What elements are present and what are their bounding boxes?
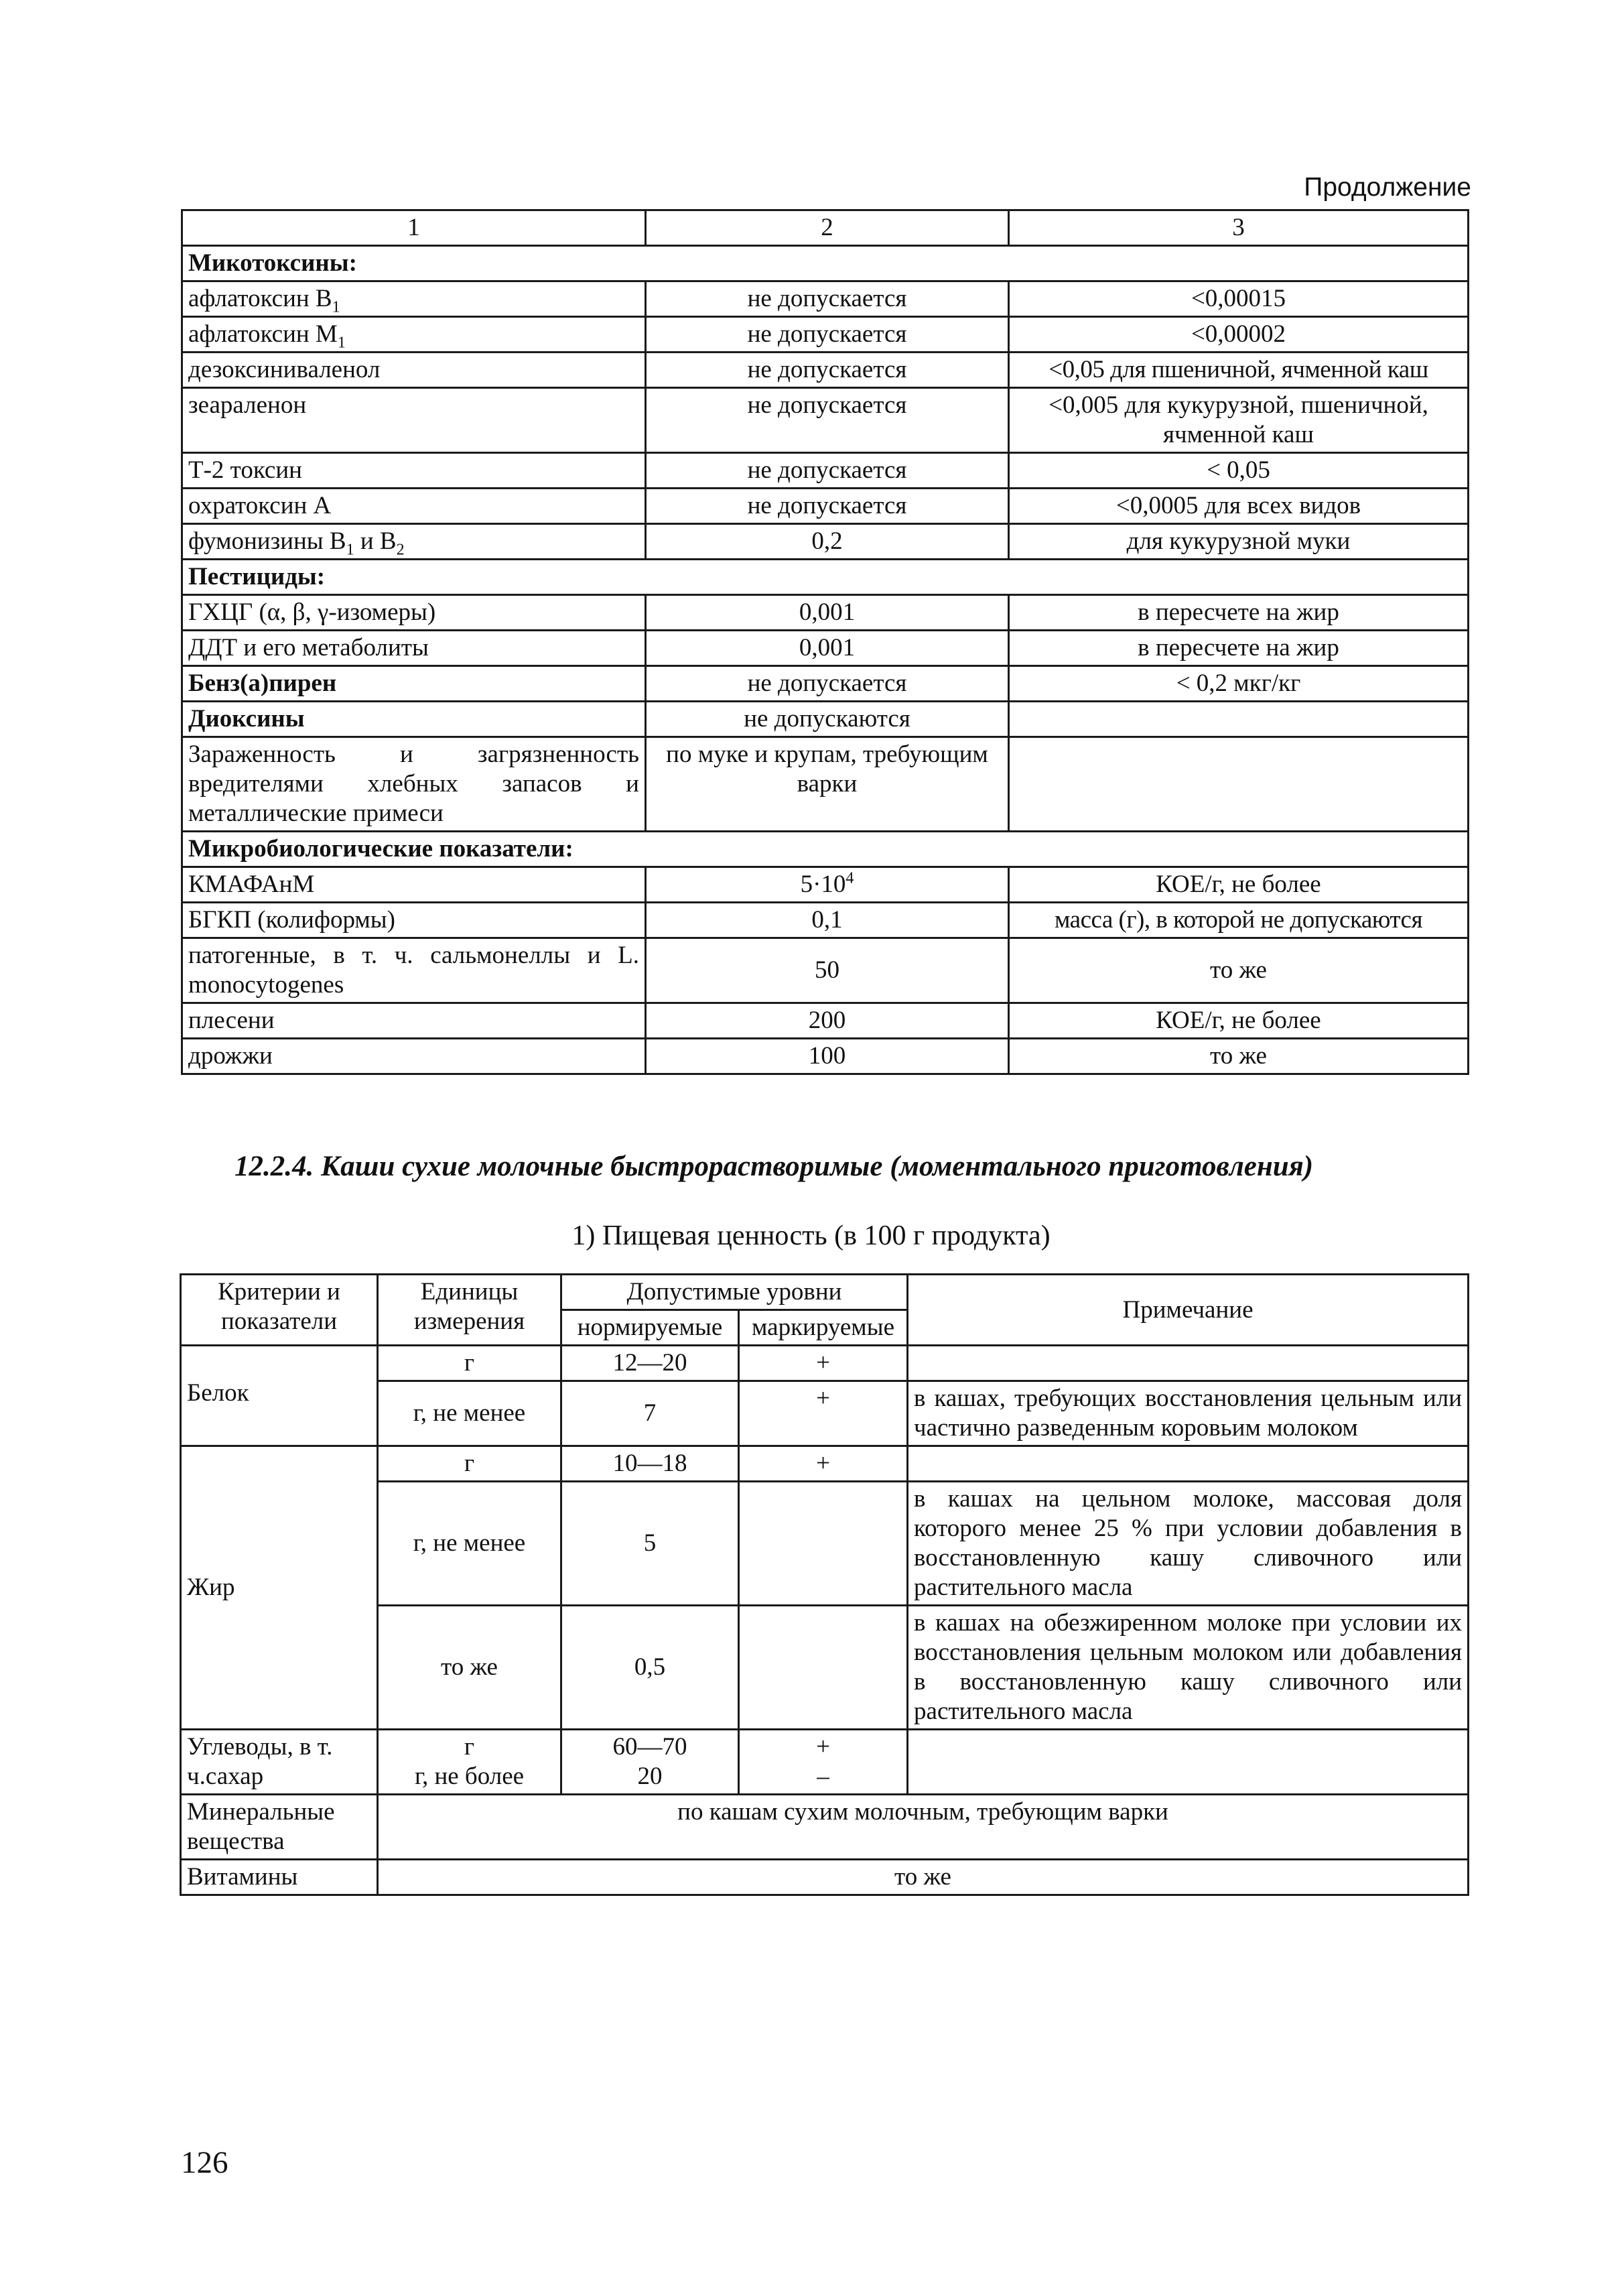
row-note: < 0,2 мкг/кг: [1009, 666, 1469, 702]
table-row: [182, 388, 1469, 453]
section-row-microbiology: [182, 832, 1469, 867]
table-row: [182, 867, 1469, 903]
row-note: КОЕ/г, не более: [1009, 867, 1469, 903]
row-label-carbs: Углеводы, в т. ч.сахар: [181, 1730, 378, 1795]
table-row: [182, 631, 1469, 666]
row-note: то же: [1009, 1039, 1469, 1074]
row-label: БГКП (колиформы): [182, 903, 646, 938]
table-row: [182, 595, 1469, 631]
row-note: в пересчете на жир: [1009, 595, 1469, 631]
row-value: по муке и крупам, требующим варки: [646, 737, 1009, 832]
mark-cell: +: [739, 1381, 908, 1446]
table-caption: 1) Пищевая ценность (в 100 г продукта): [571, 1220, 1051, 1251]
note-cell: [908, 1346, 1469, 1381]
header-note: Примечание: [908, 1275, 1469, 1346]
row-note: для кукурузной муки: [1009, 524, 1469, 560]
nutrition-table: [180, 1273, 1469, 1896]
header-mark: маркируемые: [739, 1310, 908, 1346]
row-value: не допускается: [646, 489, 1009, 524]
row-value: не допускается: [646, 353, 1009, 388]
norm-cell: 0,5: [561, 1606, 739, 1730]
row-label-fat: Жир: [181, 1446, 378, 1730]
mark-cell: [739, 1482, 908, 1606]
column-header-1: 1: [182, 210, 646, 246]
row-label: фумонизины $B_1$ и $B_2$: [182, 524, 646, 560]
row-value: $5\cdot 10^4$: [646, 867, 1009, 903]
mark-cell: +: [739, 1446, 908, 1482]
table-row: [181, 1860, 1469, 1895]
row-label: КМАФАнМ: [182, 867, 646, 903]
note-cell: в кашах, требующих восстановления цельным или частично разведенным коровьим молоком: [908, 1381, 1469, 1446]
row-value: 0,001: [646, 595, 1009, 631]
row-note: [1009, 737, 1469, 832]
column-header-2: 2: [646, 210, 1009, 246]
row-label: Т-2 токсин: [182, 453, 646, 489]
note-cell: [908, 1730, 1469, 1795]
table-row: [182, 938, 1469, 1003]
table-row: [181, 1795, 1469, 1860]
table-row: [182, 666, 1469, 702]
row-value: не допускается: [646, 317, 1009, 353]
row-label: афлатоксин $M_1$: [182, 317, 646, 353]
row-value: не допускается: [646, 281, 1009, 317]
row-value: 50: [646, 938, 1009, 1003]
table-row: [182, 702, 1469, 737]
row-value: не допускаются: [646, 702, 1009, 737]
mark-cell: +: [739, 1346, 908, 1381]
row-note: <0,005 для кукурузной, пшеничной, ячменной каш: [1009, 388, 1469, 453]
table-row: [182, 1003, 1469, 1039]
unit-cell: г: [378, 1346, 561, 1381]
merged-value: то же: [378, 1860, 1469, 1895]
row-note: КОЕ/г, не более: [1009, 1003, 1469, 1039]
section-heading: Микотоксины:: [182, 246, 1469, 281]
table-row: [181, 1446, 1469, 1482]
table-row: [182, 903, 1469, 938]
row-label: Зараженность и загрязненность вредителями хлебных запасов и металлические примеси: [182, 737, 646, 832]
table-row: [181, 1346, 1469, 1381]
row-note: <0,00015: [1009, 281, 1469, 317]
row-note: <0,05 для пшеничной, ячменной каш: [1009, 353, 1469, 388]
table-row: [181, 1730, 1469, 1795]
row-label: ГХЦГ (α, β, γ-изомеры): [182, 595, 646, 631]
row-value: 200: [646, 1003, 1009, 1039]
row-label: плесени: [182, 1003, 646, 1039]
table-row: [182, 737, 1469, 832]
row-label: ДДТ и его метаболиты: [182, 631, 646, 666]
row-value: 0,2: [646, 524, 1009, 560]
row-note: [1009, 702, 1469, 737]
table-row: [182, 353, 1469, 388]
section-heading: Микробиологические показатели:: [182, 832, 1469, 867]
mark-cell: + –: [739, 1730, 908, 1795]
header-criteria: Критерии и показатели: [181, 1275, 378, 1346]
norm-cell: 10—18: [561, 1446, 739, 1482]
table-row: [182, 1039, 1469, 1074]
row-label-vitamins: Витамины: [181, 1860, 378, 1895]
unit-cell: г: [378, 1446, 561, 1482]
header-levels: Допустимые уровни: [561, 1275, 908, 1310]
contaminants-table: [181, 209, 1469, 1075]
column-header-3: 3: [1009, 210, 1469, 246]
row-value: не допускается: [646, 388, 1009, 453]
unit-cell: г, не менее: [378, 1482, 561, 1606]
norm-cell: 60—70 20: [561, 1730, 739, 1795]
norm-cell: 7: [561, 1381, 739, 1446]
row-value: не допускается: [646, 453, 1009, 489]
row-value: 100: [646, 1039, 1009, 1074]
row-note: <0,00002: [1009, 317, 1469, 353]
table-header-row: [181, 1275, 1469, 1310]
table-row: [182, 489, 1469, 524]
table-row: [182, 453, 1469, 489]
header-units: Единицы измерения: [378, 1275, 561, 1346]
row-label-minerals: Минеральные вещества: [181, 1795, 378, 1860]
row-label: дезоксиниваленол: [182, 353, 646, 388]
unit-cell: г г, не более: [378, 1730, 561, 1795]
note-cell: в кашах на цельном молоке, массовая доля которого менее 25 % при условии добавления в восстановленную кашу сливочного или растительного масла: [908, 1482, 1469, 1606]
row-note: в пересчете на жир: [1009, 631, 1469, 666]
row-label: патогенные, в т. ч. сальмонеллы и L. monocytogenes: [182, 938, 646, 1003]
row-label: охратоксин А: [182, 489, 646, 524]
row-label: дрожжи: [182, 1039, 646, 1074]
row-label-protein: Белок: [181, 1346, 378, 1446]
row-note: то же: [1009, 938, 1469, 1003]
row-note: < 0,05: [1009, 453, 1469, 489]
table-row: [182, 281, 1469, 317]
row-value: не допускается: [646, 666, 1009, 702]
mark-cell: [739, 1606, 908, 1730]
note-cell: в кашах на обезжиренном молоке при условии их восстановления цельным молоком или добавления в восстановленную кашу сливочного или растительного масла: [908, 1606, 1469, 1730]
row-label: Бенз(а)пирен: [182, 666, 646, 702]
row-label: афлатоксин $B_1$: [182, 281, 646, 317]
row-value: 0,001: [646, 631, 1009, 666]
norm-cell: 5: [561, 1482, 739, 1606]
section-row-mycotoxins: [182, 246, 1469, 281]
page-number: 126: [181, 2145, 228, 2180]
unit-cell: то же: [378, 1606, 561, 1730]
section-heading: Пестициды:: [182, 560, 1469, 595]
section-row-pesticides: [182, 560, 1469, 595]
note-cell: [908, 1446, 1469, 1482]
header-norm: нормируемые: [561, 1310, 739, 1346]
table-row: [182, 317, 1469, 353]
norm-cell: 12—20: [561, 1346, 739, 1381]
section-title: 12.2.4. Каши сухие молочные быстрорастворимые (моментального приготовления): [234, 1151, 1314, 1182]
unit-cell: г, не менее: [378, 1381, 561, 1446]
merged-value: по кашам сухим молочным, требующим варки: [378, 1795, 1469, 1860]
row-label: Диоксины: [182, 702, 646, 737]
table-header-row: [182, 210, 1469, 246]
row-note: <0,0005 для всех видов: [1009, 489, 1469, 524]
continuation-label: Продолжение: [1304, 173, 1471, 202]
table-row: [182, 524, 1469, 560]
row-value: 0,1: [646, 903, 1009, 938]
row-label: зеараленон: [182, 388, 646, 453]
row-note: масса (г), в которой не допускаются: [1009, 903, 1469, 938]
